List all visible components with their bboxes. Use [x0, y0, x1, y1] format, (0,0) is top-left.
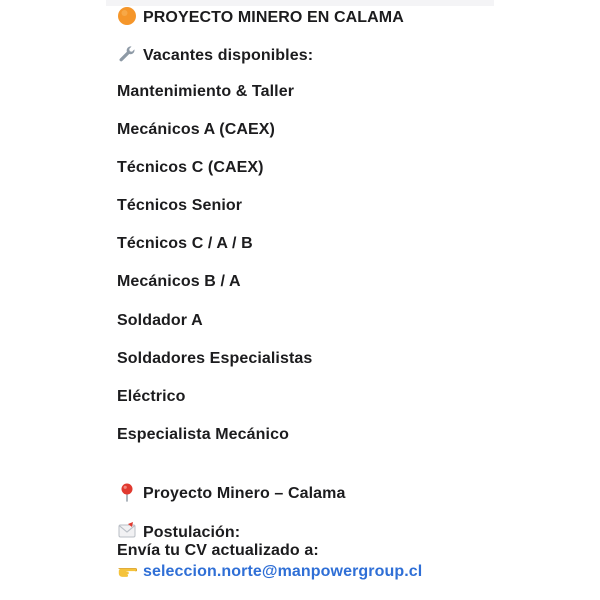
application-text-line: [117, 541, 319, 561]
position-item: Especialista Mecánico: [117, 426, 289, 443]
position-item: Técnicos C / A / B: [117, 235, 253, 252]
post-title-line: [117, 6, 404, 28]
round-pushpin-icon: [117, 482, 137, 502]
position-item: Eléctrico: [117, 388, 186, 405]
position-item: Soldadores Especialistas: [117, 350, 313, 367]
email-line: [117, 560, 422, 582]
application-text: Envía tu CV actualizado a:: [117, 542, 319, 559]
wrench-icon: [117, 44, 137, 64]
location-line: [117, 482, 345, 504]
position-item: Técnicos Senior: [117, 197, 243, 214]
position-item: Mantenimiento & Taller: [117, 83, 295, 100]
post-title: PROYECTO MINERO EN CALAMA: [143, 9, 404, 26]
location-text: Proyecto Minero – Calama: [143, 485, 346, 502]
orange-circle-icon: [117, 6, 137, 26]
position-item: Técnicos C (CAEX): [117, 159, 264, 176]
position-item: Mecánicos A (CAEX): [117, 121, 275, 138]
application-heading-line: [117, 521, 240, 543]
email-link[interactable]: seleccion.norte@manpowergroup.cl: [143, 563, 423, 580]
vacancies-heading-line: [117, 44, 313, 66]
position-item: Soldador A: [117, 312, 203, 329]
vacancies-heading: Vacantes disponibles:: [143, 47, 314, 64]
application-heading: Postulación:: [143, 524, 241, 541]
envelope-icon: [117, 521, 137, 541]
pointing-hand-icon: [117, 560, 137, 580]
position-item: Mecánicos B / A: [117, 273, 241, 290]
